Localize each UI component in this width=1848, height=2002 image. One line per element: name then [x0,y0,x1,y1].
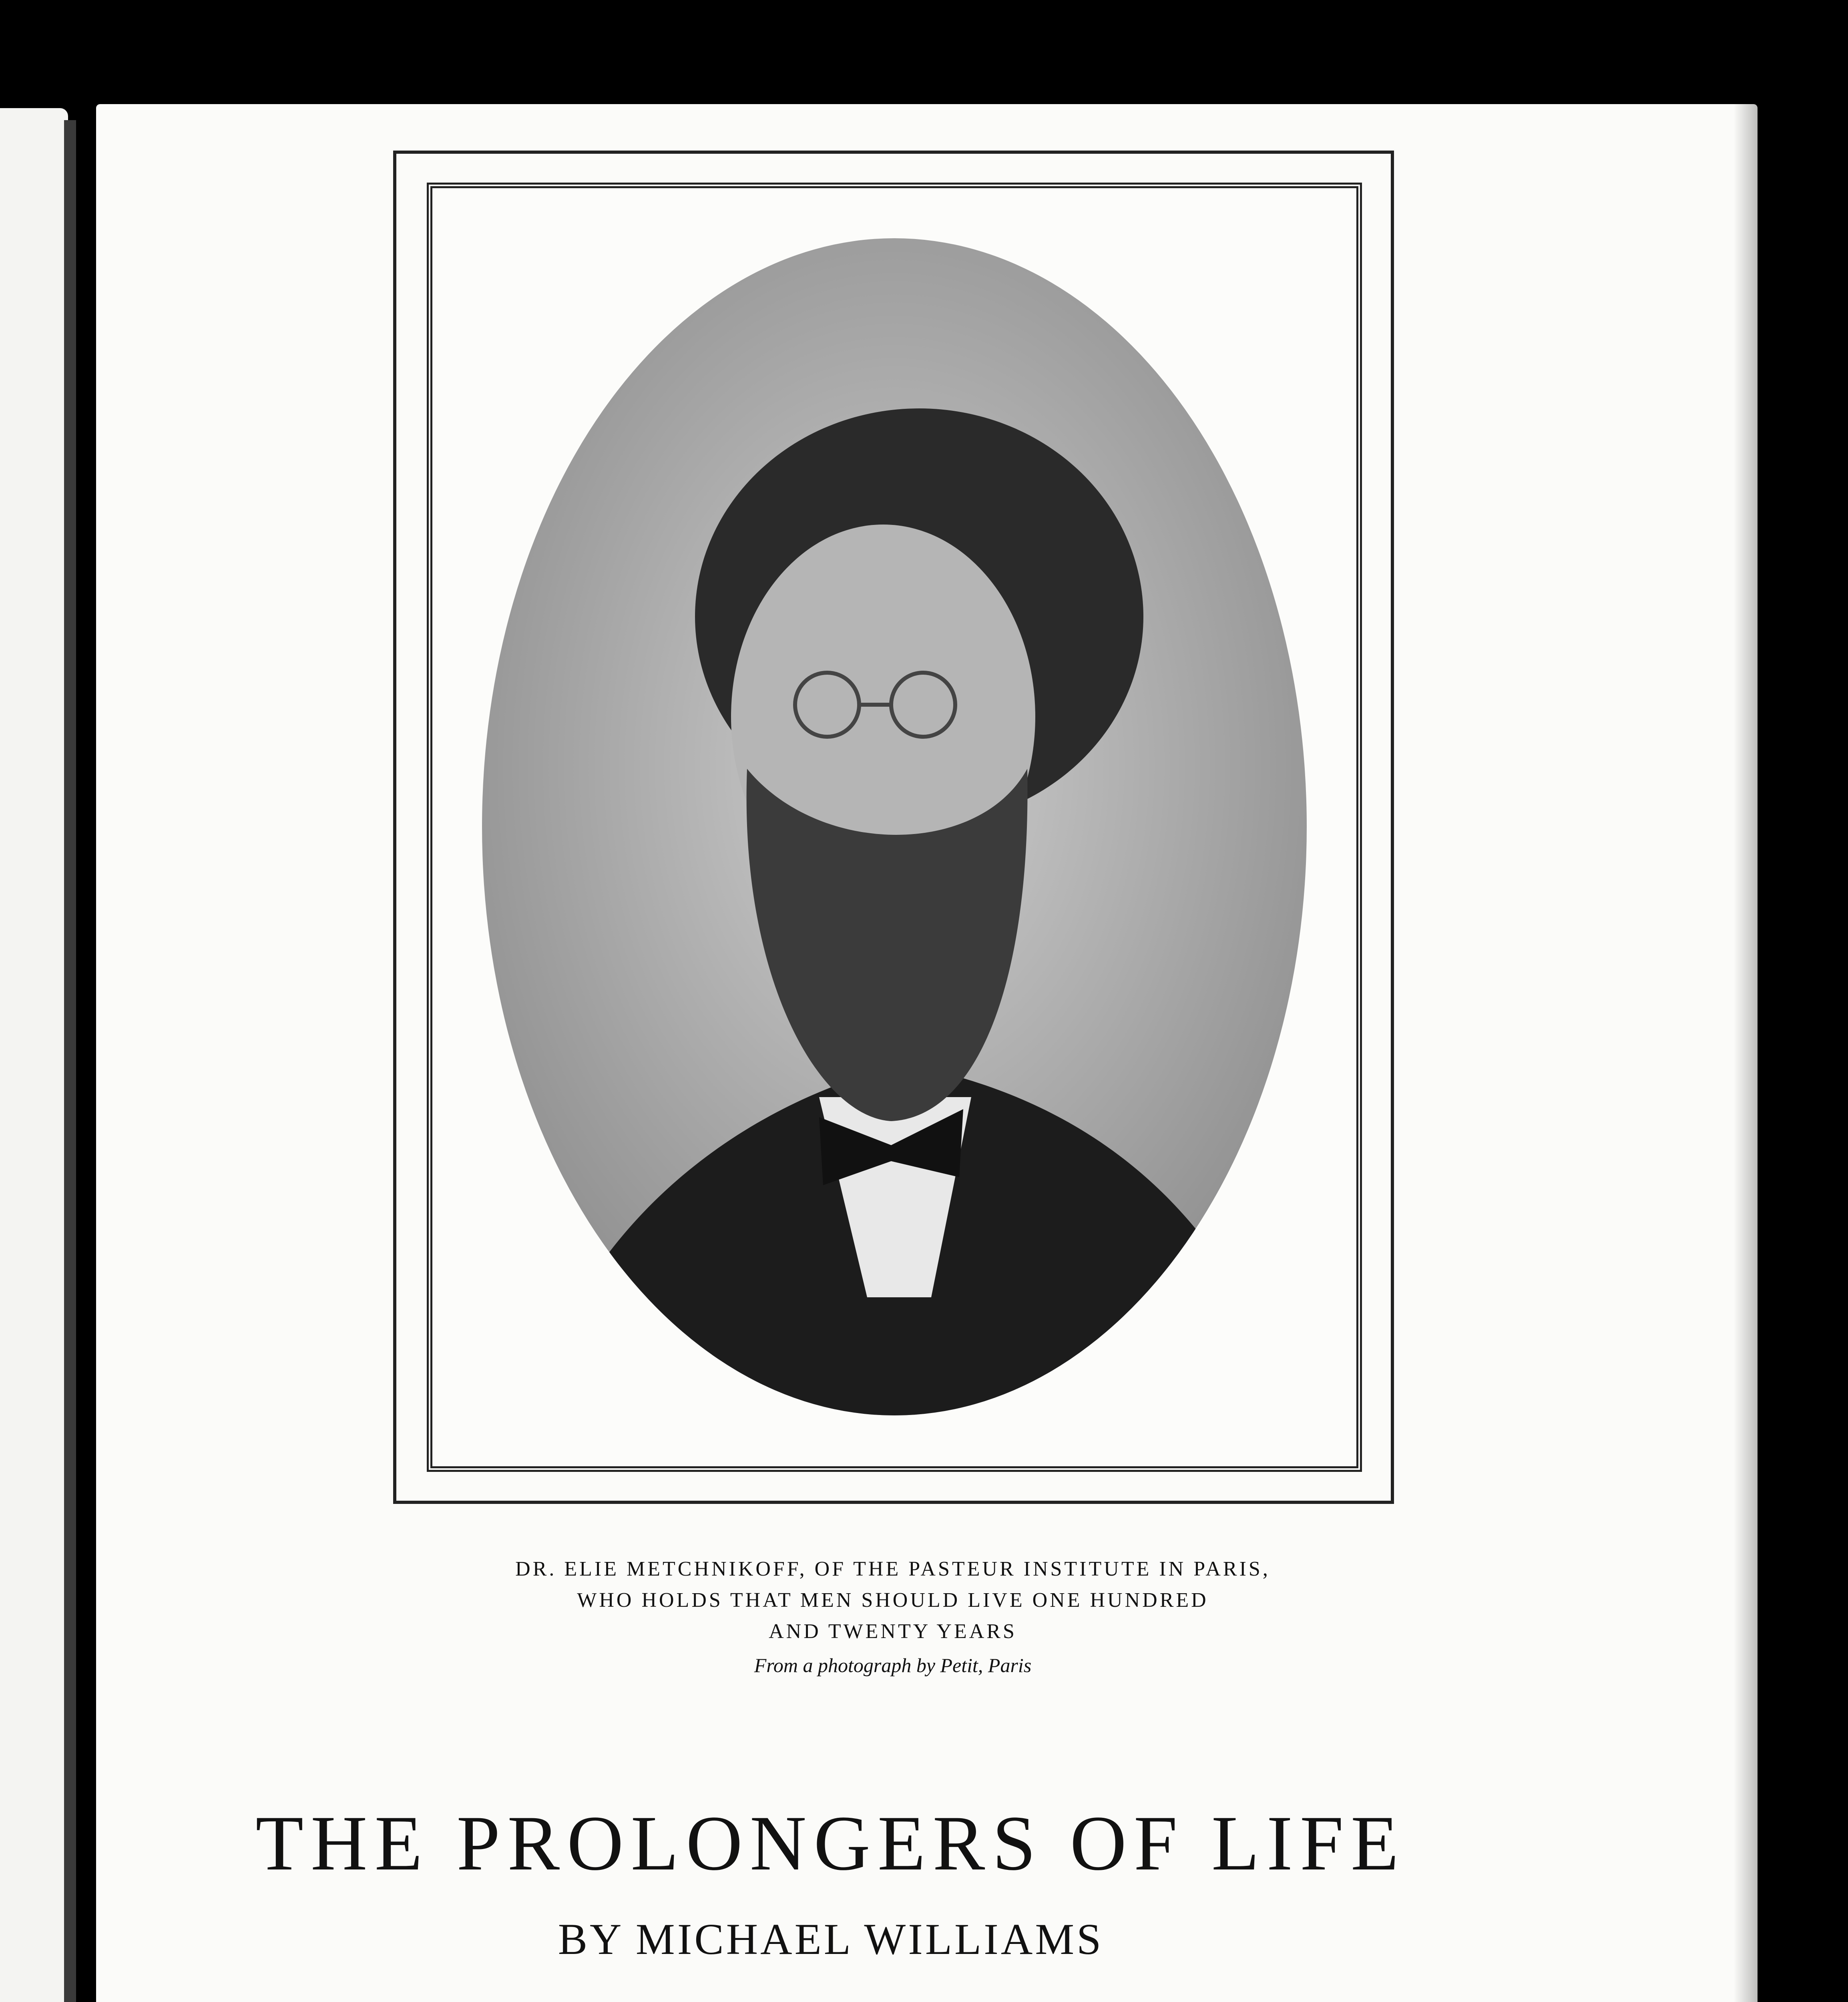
facing-page-edge [0,108,68,2002]
page-shadow [1734,104,1758,2002]
photo-caption [392,1554,1393,1647]
portrait-photograph [459,216,1330,1437]
article-title: THE PROLONGERS OF LIFE [255,1800,1406,1887]
caption-line-2: WHO HOLDS THAT MEN SHOULD LIVE ONE HUNDRED [577,1589,1209,1612]
byline: BY MICHAEL WILLIAMS [558,1915,1104,1964]
page-gutter [64,120,76,2002]
photo-credit: From a photograph by Petit, Paris [754,1654,1032,1676]
caption-line-3: AND TWENTY YEARS [769,1620,1017,1643]
caption-line-1: DR. ELIE METCHNIKOFF, OF THE PASTEUR INSTITUTE IN PARIS, [515,1558,1270,1580]
